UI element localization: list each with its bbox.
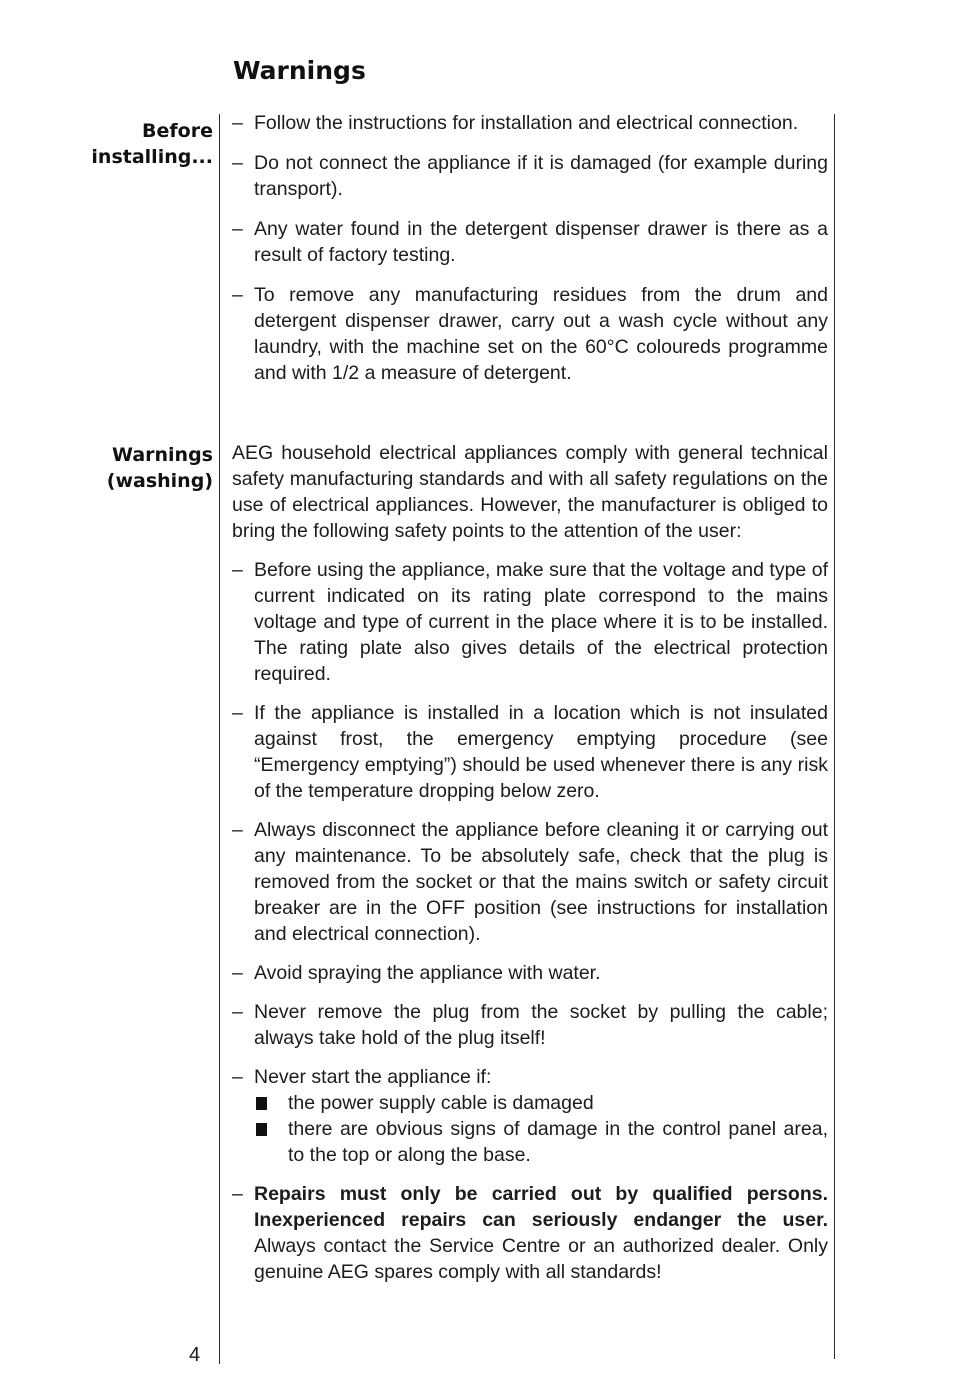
list-item: – Follow the instructions for installation and electrical connection.: [232, 112, 799, 134]
never-start-lead: Never start the appliance if:: [254, 1066, 492, 1088]
repairs-bold-text: Repairs must only be carried out by qualified persons. Inexperienced repairs can seriously endanger the user.: [254, 1183, 828, 1231]
repairs-warning: – Repairs must only be carried out by qualified persons. Inexperienced repairs can seriously endanger the user. Always contact the Service Centre or an authorized dealer. Only genuine AEG spares comply with all standards!: [232, 1183, 828, 1283]
before-installing-heading: Before installing...: [91, 120, 213, 168]
warnings-washing-content: [232, 440, 828, 1285]
bullet-item: the power supply cable is damaged: [254, 1090, 828, 1116]
before-installing-list: [232, 110, 828, 386]
warnings-washing-heading: Warnings (washing): [106, 444, 213, 492]
list-item: – Any water found in the detergent dispenser drawer is there as a result of factory testing.: [232, 218, 828, 266]
right-column-rule: [834, 114, 835, 1359]
page-number: 4: [189, 1344, 201, 1366]
list-item: – To remove any manufacturing residues from the drum and detergent dispenser drawer, carry out a wash cycle without any laundry, with the machine set on the 60°C coloureds programme and with 1/2 a measure of detergent.: [232, 284, 828, 384]
list-item: – If the appliance is installed in a location which is not insulated against frost, the emergency emptying procedure (see “Emergency emptying”) should be used whenever there is any risk of the temperature dropping below zero.: [232, 702, 828, 802]
list-item: – Avoid spraying the appliance with water.: [232, 962, 601, 984]
square-bullet-icon: [256, 1097, 267, 1110]
page-title: Warnings: [233, 56, 366, 85]
never-start-bullets: [254, 1090, 828, 1168]
washing-intro: AEG household electrical appliances comply with general technical safety manufacturing standards and with all safety regulations on the use of electrical appliances. However, the manufacturer is obliged to bring the following safety points to the attention of the user:: [232, 442, 828, 542]
square-bullet-icon: [256, 1123, 267, 1136]
bullet-item: there are obvious signs of damage in the control panel area, to the top or along the base.: [254, 1116, 828, 1168]
list-item: – Always disconnect the appliance before cleaning it or carrying out any maintenance. To be absolutely safe, check that the plug is removed from the socket or that the mains switch or safety circuit breaker are in the OFF position (see instructions for installation and electrical connection).: [232, 819, 828, 945]
left-column-rule: [219, 114, 220, 1364]
list-item: – Do not connect the appliance if it is damaged (for example during transport).: [232, 152, 828, 200]
list-item: – Before using the appliance, make sure that the voltage and type of current indicated on its rating plate correspond to the mains voltage and type of current in the place where it is to be installed. The rating plate also gives details of the electrical protection required.: [232, 559, 828, 685]
list-item: – Never remove the plug from the socket by pulling the cable; always take hold of the plug itself!: [232, 1001, 828, 1049]
repairs-normal-text: Always contact the Service Centre or an authorized dealer. Only genuine AEG spares comply with all standards!: [254, 1235, 828, 1283]
never-start-item: – Never start the appliance if: the power supply cable is damaged there are obvious signs of damage in the control panel area, to the top or along the base.: [232, 1066, 828, 1166]
